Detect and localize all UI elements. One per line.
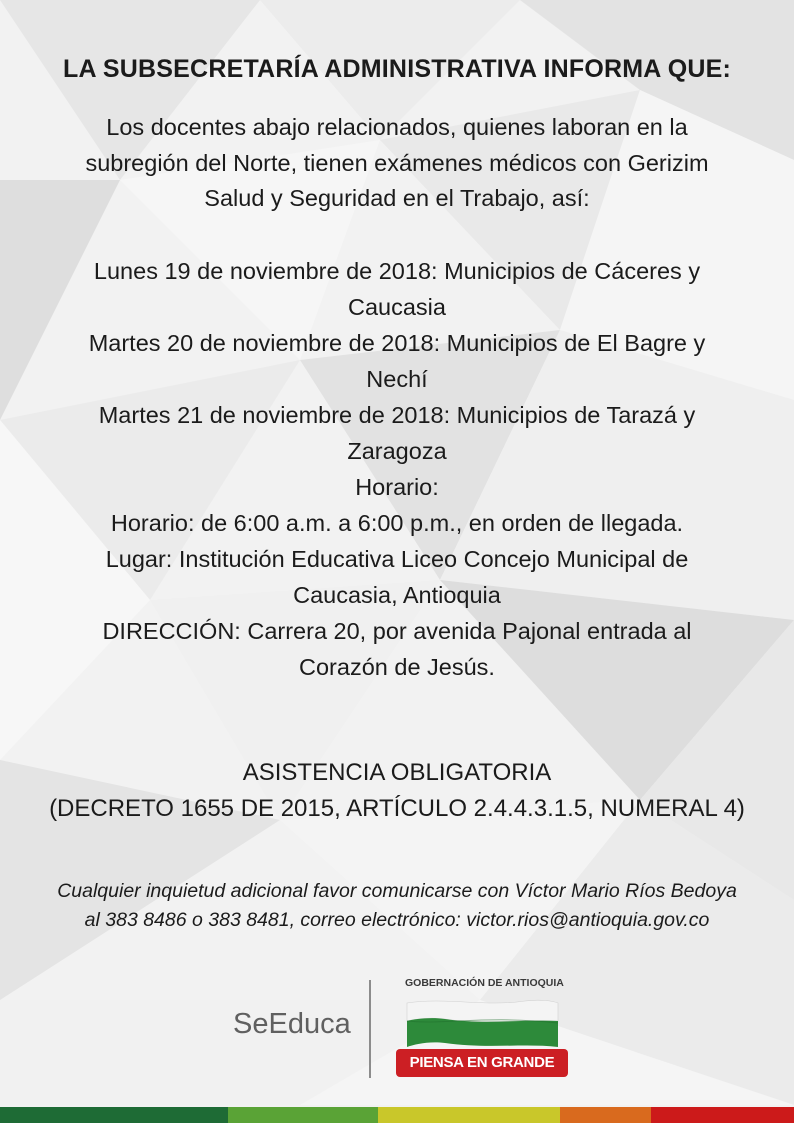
- piensa-en-grande-badge: PIENSA EN GRANDE: [396, 1049, 568, 1077]
- intro-line: subregión del Norte, tienen exámenes médicos con Gerizim: [85, 149, 709, 176]
- stripe-orange: [560, 1107, 651, 1123]
- schedule-line: Caucasia: [348, 294, 446, 320]
- schedule-line: Zaragoza: [347, 438, 447, 464]
- mandatory-title: ASISTENCIA OBLIGATORIA: [242, 759, 552, 786]
- contact-line: Cualquier inquietud adicional favor comunicarse con Víctor Mario Ríos Bedoya: [57, 880, 737, 902]
- schedule-line: Nechí: [366, 366, 428, 392]
- schedule-block: [28, 253, 766, 685]
- stripe-yellow: [378, 1107, 560, 1123]
- stripe-red: [651, 1107, 794, 1123]
- schedule-line: Martes 20 de noviembre de 2018: Municipios de El Bagre y: [88, 330, 706, 356]
- contact-line: al 383 8486 o 383 8481, correo electrónico: victor.rios@antioquia.gov.co: [84, 909, 710, 931]
- schedule-line: Lugar: Institución Educativa Liceo Concejo Municipal de: [105, 546, 689, 572]
- intro-line: Los docentes abajo relacionados, quienes laboran en la: [106, 114, 688, 140]
- schedule-line: DIRECCIÓN: Carrera 20, por avenida Pajonal entrada al: [102, 618, 692, 644]
- seeduca-logo: SeEduca: [233, 1008, 351, 1040]
- footer-color-stripes: [0, 1107, 794, 1123]
- schedule-line: Corazón de Jesús.: [299, 654, 495, 680]
- schedule-line: Martes 21 de noviembre de 2018: Municipios de Tarazá y: [98, 402, 696, 428]
- intro-line: Salud y Seguridad en el Trabajo, así:: [204, 185, 590, 211]
- schedule-line: Caucasia, Antioquia: [293, 582, 501, 608]
- notice-heading: LA SUBSECRETARÍA ADMINISTRATIVA INFORMA QUE:: [62, 55, 732, 83]
- mandatory-attendance: [0, 755, 794, 827]
- intro-paragraph: [30, 110, 764, 217]
- contact-info: [0, 877, 794, 935]
- schedule-line: Horario: de 6:00 a.m. a 6:00 p.m., en orden de llegada.: [110, 510, 684, 536]
- decree-reference: (DECRETO 1655 DE 2015, ARTÍCULO 2.4.4.3.1.5, NUMERAL 4): [49, 795, 745, 822]
- gobernacion-label: GOBERNACIÓN DE ANTIOQUIA: [405, 977, 564, 989]
- stripe-dark-green: [0, 1107, 228, 1123]
- schedule-line: Lunes 19 de noviembre de 2018: Municipios de Cáceres y: [93, 258, 701, 284]
- stripe-green: [228, 1107, 378, 1123]
- antioquia-flag-icon: [405, 997, 560, 1049]
- schedule-line: Horario:: [355, 474, 439, 500]
- logo-divider: [369, 980, 371, 1078]
